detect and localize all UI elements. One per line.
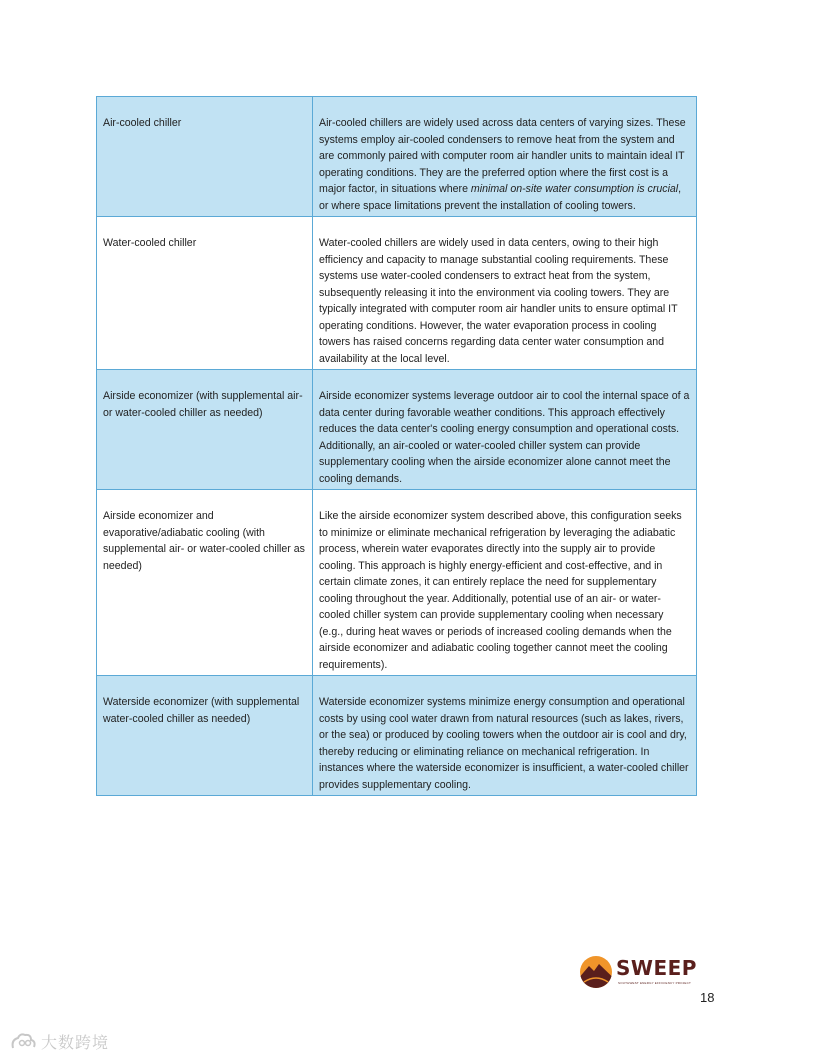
- sweep-logo: [578, 952, 698, 992]
- watermark-logo-icon: [8, 1030, 38, 1052]
- watermark-text: 大数跨境: [41, 1032, 110, 1052]
- system-description-cell: Water-cooled chillers are widely used in data centers, owing to their high efficiency and capacity to manage substantial cooling requirements. These systems use water-cooled condensers to extract heat from the system, subsequently releasing it into the environment via cooling towers. They are typically integrated with computer room air handler units to ensure optimal IT operating conditions. However, the water evaporation process in cooling towers has raised concerns regarding data center water consumption and availability at the local level.: [313, 217, 697, 370]
- system-name-cell: Water-cooled chiller: [97, 217, 313, 370]
- watermark: [8, 1028, 109, 1054]
- system-description-cell: Like the airside economizer system described above, this configuration seeks to minimize or eliminate mechanical refrigeration by leveraging the adiabatic process, wherein water evaporates directly into the supply air to provide cooling. This approach is highly energy-efficient and cost-effective, and in certain climate zones, it can entirely replace the need for supplementary cooling throughout the year. Additionally, potential use of an air- or water-cooled chiller system can provide supplementary cooling when necessary (e.g., during heat waves or periods of increased cooling demands when the airside economizer and adiabatic cooling together cannot meet the cooling requirements).: [313, 490, 697, 676]
- sweep-logo-mark-icon: [578, 954, 614, 990]
- table-row: [97, 490, 697, 676]
- table-row: [97, 217, 697, 370]
- page-number: 18: [700, 990, 715, 1005]
- table-row: [97, 676, 697, 796]
- description-text: , or where space limitations prevent the installation of cooling towers.: [319, 183, 682, 212]
- system-name-cell: Waterside economizer (with supplemental water-cooled chiller as needed): [97, 676, 313, 796]
- system-description-cell: Airside economizer systems leverage outdoor air to cool the internal space of a data center during favorable weather conditions. This approach effectively reduces the data center's cooling energy consumption and operational costs. Additionally, an air-cooled or water-cooled chiller system can provide supplementary cooling when the airside economizer alone cannot meet the cooling demands.: [313, 370, 697, 490]
- system-name-cell: Air-cooled chiller: [97, 97, 313, 217]
- logo-wordmark: SWEEP: [616, 956, 697, 980]
- table-row: [97, 97, 697, 217]
- logo-tagline: SOUTHWEST ENERGY EFFICIENCY PROJECT: [618, 981, 692, 985]
- system-description-cell: [313, 97, 697, 217]
- system-name-cell: Airside economizer and evaporative/adiabatic cooling (with supplemental air- or water-cooled chiller as needed): [97, 490, 313, 676]
- cooling-systems-table: [96, 96, 697, 796]
- description-emphasis: minimal on-site water consumption is crucial: [470, 183, 679, 195]
- system-description-cell: Waterside economizer systems minimize energy consumption and operational costs by using cool water drawn from natural resources (such as lakes, rivers, or the sea) or produced by cooling towers when the outdoor air is cool and dry, thereby reducing or eliminating reliance on mechanical refrigeration. In instances where the waterside economizer is insufficient, a water-cooled chiller provides supplementary cooling.: [313, 676, 697, 796]
- system-name-cell: Airside economizer (with supplemental air- or water-cooled chiller as needed): [97, 370, 313, 490]
- table-row: [97, 370, 697, 490]
- description-text: Air-cooled chillers are widely used across data centers of varying sizes. These systems employ air-cooled condensers to remove heat from the system and are commonly paired with computer room air handler units to maintain ideal IT operating conditions. They are the preferred option where the first cost is a major factor, in situations where: [319, 117, 686, 195]
